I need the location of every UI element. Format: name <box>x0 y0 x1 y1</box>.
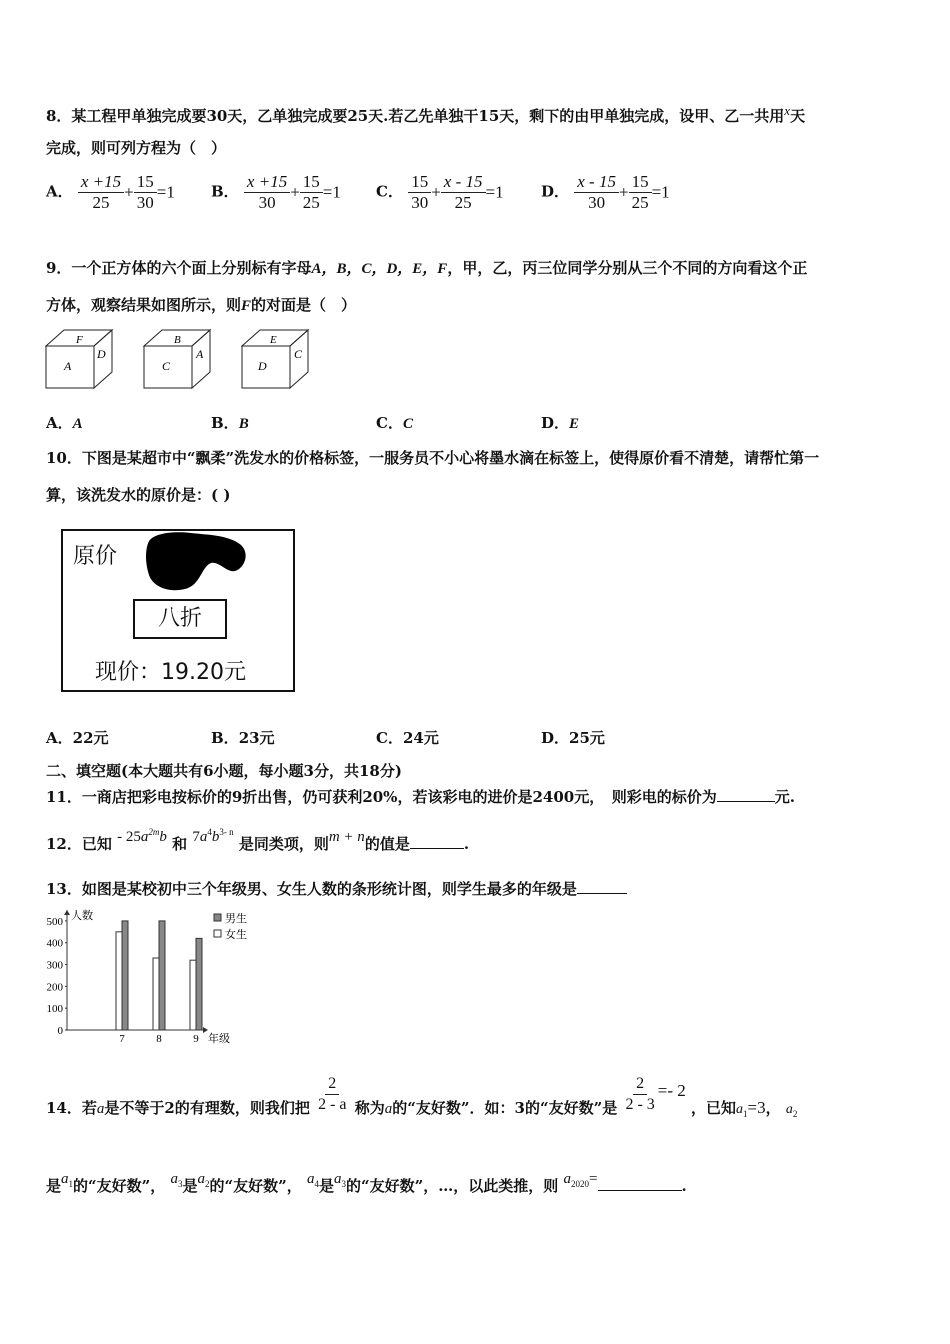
fraction: $\frac{15}{25}$ <box>300 172 323 213</box>
y-axis-arrow <box>64 910 70 915</box>
q8-text-end: 天 <box>790 107 806 125</box>
q8-option-d[interactable]: D． $\frac{x - 15}{30}$ + $\frac{15}{25}$ =1 <box>541 172 670 212</box>
ink-blot <box>143 531 253 593</box>
q9-line2: 方体，观察结果如图所示，则F的对面是（ ） <box>46 296 357 314</box>
bar-boys <box>159 921 165 1030</box>
y-axis-label: 人数 <box>71 909 93 922</box>
fraction: $\frac{15}{30}$ <box>134 172 157 213</box>
q8-text: 8．某工程甲单独完成要30天，乙单独完成要25天.若乙先单独干15天，剩下的由甲单独完成，设甲、乙一共用 <box>46 107 785 125</box>
q11-line: 11．一商店把彩电按标价的9折出售，仍可获利20%，若该彩电的进价是2400元， 则彩电的标价为 元. <box>46 788 795 806</box>
q10-option-b[interactable]: B．23元 <box>211 729 275 747</box>
q8-option-c[interactable]: C． $\frac{15}{30}$ + $\frac{x - 15}{25}$ =1 <box>376 172 504 212</box>
svg-text:D: D <box>258 359 267 373</box>
q9-option-a[interactable]: A．A <box>46 414 83 432</box>
fraction: $\frac{15}{30}$ <box>408 172 431 213</box>
q10-option-d[interactable]: D．25元 <box>541 729 605 747</box>
q9-option-d[interactable]: D．E <box>541 414 580 432</box>
price-tag-current-label: 现价：19.20元 <box>95 660 246 685</box>
y-tick-label: 200 <box>46 981 63 994</box>
q10-line1: 10．下图是某超市中“飘柔”洗发水的价格标签，一服务员不小心将墨水滴在标签上，使得原价看不清楚，请帮忙第一 <box>46 449 820 467</box>
grade-bar-chart <box>40 906 270 1050</box>
q14-answer-blank[interactable] <box>598 1176 682 1191</box>
q13-line: 13．如图是某校初中三个年级男、女生人数的条形统计图，则学生最多的年级是 <box>46 879 627 899</box>
cube-view-1 <box>46 330 112 388</box>
y-tick-label: 0 <box>57 1025 63 1037</box>
bar-girls <box>153 958 159 1030</box>
fraction: $\frac{x - 15}{30}$ <box>574 172 619 213</box>
q12-answer-blank[interactable] <box>410 834 464 849</box>
discount-box: 八折 <box>133 599 227 639</box>
legend-swatch-girls <box>214 930 221 937</box>
q13-answer-blank[interactable] <box>577 879 627 894</box>
legend-label-boys: 男生 <box>225 912 247 925</box>
fraction: $\frac{x - 15}{25}$ <box>441 172 486 213</box>
bar-boys <box>122 921 128 1030</box>
svg-text:A: A <box>64 359 72 373</box>
svg-text:B: B <box>174 334 181 346</box>
svg-text:C: C <box>162 359 171 373</box>
y-tick-label: 400 <box>46 937 63 950</box>
option-label: D． <box>541 182 570 201</box>
option-label: A． <box>46 182 73 201</box>
svg-text:C: C <box>294 347 303 361</box>
legend-label-girls: 女生 <box>225 928 247 941</box>
y-tick-label: 100 <box>46 1003 63 1016</box>
price-tag-original-label: 原价 <box>73 544 118 569</box>
q8-option-a[interactable]: A． $\frac{x +15}{25}$ + $\frac{15}{30}$ =1 <box>46 172 175 212</box>
bar-girls <box>190 960 196 1030</box>
fraction: $\frac{15}{25}$ <box>629 172 652 213</box>
svg-text:D: D <box>97 347 106 361</box>
section-title: 二、填空题(本大题共有6小题，每小题3分，共18分) <box>46 762 402 780</box>
option-label: C． <box>376 182 403 201</box>
bar-boys <box>196 938 202 1030</box>
q9-option-c[interactable]: C．C <box>376 414 413 432</box>
q9-line1: 9．一个正方体的六个面上分别标有字母A，B，C，D，E，F，甲，乙，丙三位同学分别从三个不同的方向看这个正 <box>46 259 808 277</box>
cube-view-3 <box>242 330 308 388</box>
q11-answer-blank[interactable] <box>717 787 775 802</box>
q8-line2: 完成，则可列方程为（ ） <box>46 139 227 157</box>
fraction: $\frac{x +15}{25}$ <box>78 172 124 213</box>
x-tick-label: 9 <box>193 1033 199 1045</box>
x-tick-label: 8 <box>156 1033 162 1045</box>
legend-swatch-boys <box>214 914 221 921</box>
q12-line: 12．已知 - $25a^{2m}b$ 和 $7a^4b^{3- n}$ 是同类项，则m + n的值是 . <box>46 827 470 853</box>
svg-text:A: A <box>196 347 204 361</box>
bar-girls <box>116 932 122 1030</box>
x-axis-label: 年级 <box>208 1032 230 1045</box>
q8-option-b[interactable]: B． $\frac{x +15}{30}$ + $\frac{15}{25}$ =1 <box>211 172 341 212</box>
q14-line1: 14．若a是不等于2的有理数，则我们把 $\frac{2}{2 - a}$ 称为a的“友好数”．如：3的“友好数”是 $\frac{2}{2 - 3}$ =- 2 ，已知$a_1=3$， $a_2$ <box>46 1075 798 1119</box>
fraction: $\frac{x +15}{30}$ <box>244 172 290 213</box>
cube-view-2 <box>144 330 210 388</box>
friendly-fraction: $\frac{2}{2 - a}$ <box>318 1075 347 1113</box>
svg-text:F: F <box>76 334 83 346</box>
y-tick-label: 300 <box>46 959 63 972</box>
price-tag <box>61 529 295 692</box>
y-tick-label: 500 <box>46 915 63 928</box>
q10-line2: 算，该洗发水的原价是：( ) <box>46 486 231 504</box>
x-tick-label: 7 <box>119 1033 125 1045</box>
option-label: B． <box>211 182 239 201</box>
svg-text:E: E <box>270 334 277 346</box>
q8-var: x <box>784 103 791 118</box>
q10-option-a[interactable]: A．22元 <box>46 729 109 747</box>
cube-views-figure <box>44 326 314 390</box>
example-fraction: $\frac{2}{2 - 3}$ <box>625 1075 655 1113</box>
q9-option-b[interactable]: B．B <box>211 414 249 432</box>
q8-line1 <box>46 101 805 126</box>
q14-line2: 是$a_1$的“友好数”， $a_3$是$a_2$的“友好数”， $a_4$是$a_3$的“友好数”，…，以此类推，则 $a_{2020}=$ . <box>46 1171 687 1195</box>
q10-option-c[interactable]: C．24元 <box>376 729 439 747</box>
